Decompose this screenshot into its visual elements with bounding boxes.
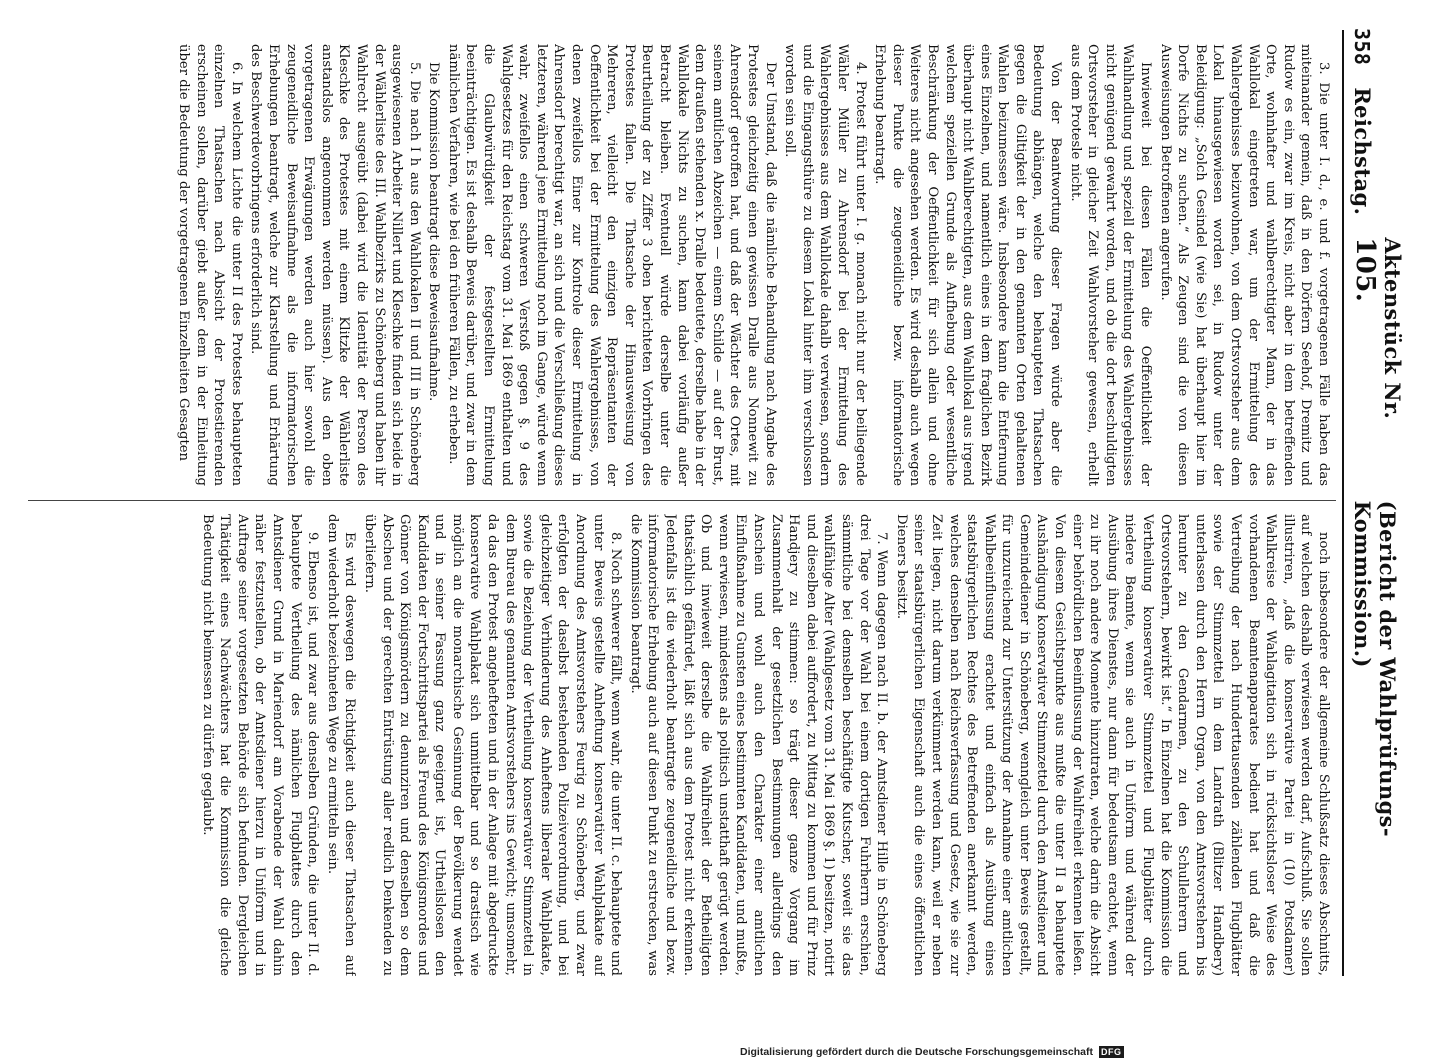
paragraph: 6. In welchem Lichte die unter II des Protestes behaupteten einzelnen Thatsachen nach Absicht der Protestierenden erscheinen sollen, darüber giebt außer dem in der Einleitung über die Bedeutung der vorgetragenen Einzelheiten Gesagten <box>176 44 244 486</box>
publication-name: Reichstag. <box>1350 87 1375 216</box>
header-rule <box>1342 30 1344 976</box>
paragraph: 8. Noch schwerer fällt, wenn wahr, die unter II. c. behauptete und unter Beweis gestellte Anheftung konservativer Wahlplakate auf Anordnung des Amtsvorstehers Feurig zu Schöneberg, und zwar erfolgten der daselbst bestehenden Polizeiverordnung, und bei gleichzeitiger Verhinderung des Anheftens liberaler Wahlplakate, sowie die Beziehung der Vertheilung konservativer Stimmzettel in dem Bureau des genannten Amtsvorstehers ins Gewicht; umsomehr, da das den Protest angehefteten und in der Anlage mit abgedruckte konservative Wahlplakat sich unmittelbar und so drastisch wie möglich an die monarchische Gesinnung der Bevölkerung wendet und in seiner Fassung ganz geeignet ist, Urtheilslosen den Kandidaten der Fortschrittspartei als Freund des Königsmordes und Gönner von Königsmördern zu denunziren und denselben so dem Abscheu und der gerechten Entrüstung aller redlich Denkenden zu überliefern. <box>361 514 624 976</box>
dfg-logo: DFG <box>1101 1047 1122 1057</box>
left-column <box>30 44 1332 486</box>
paragraph: noch insbesondere der allgemeine Schlußsatz dieses Abschnitts, auf welchen deshalb verwiesen werden darf, Aufschluß. Sie sollen illustriren, „daß die konservative Partei in (10) Potsdamer) Wahlkreise der Wahlagitation sich in rücksichtsloser Weise des vorhandenen Beamtenapparates bedient hat und daß die Vertreibung der nach Hunderttausenden zählenden Flugblätter sowie der Stimmzettel in dem Landrath (Blitzer Handbery) unterlassen durch den Herrn Organ, von den Amtsvorstehern bis herunter zu den Gendarmen, zu den Schullehrern und Ortsvorstehern, bewirkt ist.“ In Einzelnen hat die Kommission die Vertheilung konservativer Stimmzettel und Flugblätter durch niedere Beamte, wenn sie auch in Uniform und während der Ausübung ihres Dienstes, nur dann für bedeutsam erachtet, wenn zu ihr noch andere Momente hinzutraten, welche darin die Absicht einer behördlichen Beeinflussung der Wahlfreiheit erkennen ließen. Von diesem Gesichtspunkte aus mußte die unter II a behauptete Aushändigung konservativer Stimmzettel durch den Amtsdiener und Gemeindediener in Schöneberg, wenngleich unter Beweis gestellt, für unzureichend zur Unterstützung der Annahme einer amtlichen Wahlbeeinflussung erachtet und einfach als Ausübung eines staatsbürgerlichen Rechtes des Betreffenden anerkannt werden, welches denselben nach Reichsverfassung und Gesetz, wie sie zur Zeit liegen, nicht darum verkümmert werden kann, weil er neben seiner staatsbürgerlichen Eigenschaft auch die eines öffentlichen Dieners besitzt. <box>893 514 1331 976</box>
paragraph: 5. Die nach I h aus den Wahllokalen II und III in Schöneberg ausgewiesenen Arbeiter Nillert und Kleschke finden sich beide in der Wählerliste des III. Wahlbezirks zu Schöneberg und haben ihr Wahlrecht ausgeübt (dabei wird die Identität der Person des Kleschke des Protestes mit einem Klitzke der Wählerliste anstandslos angenommen werden müssen). Aus den oben vorgetragenen Erwägungen werden auch hier sowohl die zeugeneidliche Beweisaufnahme als die informatorischen Erhebungen beantragt, welche zur Klarstellung und Erhärtung des Beschwerdevorbringens erforderlich sind. <box>248 44 422 486</box>
paragraph: Der Umstand, daß die nämliche Behandlung nach Angabe des Protestes gleichzeitig einen gewissen Dralle aus Nonnewit zu Ahrensdorf getroffen hat, und daß der Wächter des Ortes, mit seinem amtlichen Abzeichen — einem Schilde — auf der Brust, dem draußen stehenden x. Dralle bedeutete, derselbe habe in der Wahllokale Nichts zu suchen, kann dabei vorläufig außer Betracht bleiben. Eventuell würde derselbe unter die Beurtheilung der zu Ziffer 3 oben berichteten Vorbringen des Protestes fallen. Die Thatsache der Hinausweisung von Mehreren, vielleicht den einzigen Repräsentanten der Oeffentlichkeit bei der Ermittelung des Wahlergebnisses, von denen zweifellos Einer zur Kontrole dieser Ermittelung in Ahrensdorf berechtigt war, an sich und die Verschließung dieses letzteren, während jene Ermittelung noch im Gange, würde wenn wahr, zweifellos einen schweren Verstoß gegen §. 9 des Wahlgesetzes für den Reichstag vom 31. Mai 1869 enthalten und die Glaubwürdigkeit der festgestellten Ermittelung beeinträchtigen. Es ist deshalb Beweis darüber, und zwar in dem nämlichen Verfahren, wie bei den früheren Fällen, zu erheben. <box>445 44 778 486</box>
paragraph: 4. Protest führt unter I. g. monach nicht nur der beiliegende Wähler Müller zu Ahrensdorf bei der Ermittelung des Wahlergebnisses aus dem Wahllokale dahalb verwiesen, sondern und die Eingangsthüre zu diesem Lokal hinter ihm verschlossen worden sein soll. <box>782 44 868 486</box>
paragraph: Von der Beantwortung dieser Fragen würde aber die Bedeutung abhängen, welche den behaupteten Thatsachen gegen die Giltigkeit der in den genannten Orten gehaltenen Wahlen beizumessen wäre. Insbesondere kann die Entfernung eines Einzelnen, und namentlich eines in dem fraglichen Bezirk überhaupt nicht Wahlberechtigten, aus dem Wahllokal aus irgend welchem speziellen Grunde als Aufhebung oder wesentliche Beschränkung der Oeffentlichkeit für sich allein und ohne Weiteres nicht angesehen werden. Es wird deshalb auch wegen dieser Punkte die zeugeneidliche bezw. informatorische Erhebung beantragt. <box>872 44 1064 486</box>
paragraph: Die Kommission beantragt diese Beweisaufnahme. <box>426 62 442 402</box>
right-column <box>30 514 1332 976</box>
page-number: 358 <box>1350 28 1374 66</box>
paragraph: Es wird deswegen die Richtigkeit auch dieser Thatsachen auf dem wiederholt bezeichneten Wege zu ermitteln sein. <box>324 514 358 976</box>
paragraph: Inwieweit bei diesen Fällen die Oeffentlichkeit der Wahlhandlung und speziell der Ermittelung des Wahlergebnisses nicht genügend gewahrt worden, und ob die dort beschuldigten Ortsvorsteher in gleicher Zeit Wahlvorsteher gewesen, erhellt aus dem Protesle nicht. <box>1067 44 1154 486</box>
digitization-stamp <box>442 1046 1422 1058</box>
paragraph: 3. Die unter I. d., e. und f. vorgetragenen Fälle haben das miteinander gemein, daß in den Dörfern Seehof, Dremitz und Rudow es ein, zwar im Kreis, nicht aber in dem betreffenden Orte, wohnhafter und wahlberechtigter Mann, der in das Wahllokal eingetreten war, um der Ermittelung des Wahlergebnisses beizuwohnen, von dem Ortsvorsteher aus dem Lokal hinausgewiesen worden sei, in Rudow unter der Beleidigung: „Solch Gesindel (wie Sie) hat überhaupt hier im Dorfe Nichts zu suchen.“ Als Zeugen sind die von diesen Ausweisungen Betroffenen angerufen. <box>1157 44 1331 486</box>
paragraph: 9. Ebenso ist, und zwar aus denselben Gründen, die unter II. d. behauptete Vertheilung des nämlichen Flugblattes durch den Amtsdiener Grund in Mariendorf am Vorabende der Wahl dahin näher festzustellen, ob der Amtsdiener hierzu in Uniform und in Auftrage seiner vorgesetzten Behörde sich befunden. Dergleichen Thätigkeit eines Nachwächters hat die Kommission die gleiche Bedeutung nicht beimessen zu dürfen geglaubt. <box>199 514 321 976</box>
document-label: Aktenstück Nr. <box>1380 237 1405 420</box>
page-header <box>1350 28 1405 978</box>
document-number: 105. <box>1350 237 1380 303</box>
stamp-text: Digitalisierung gefördert durch die Deutsche Forschungsgemeinschaft <box>740 1046 1094 1058</box>
paragraph: 7. Wenn dagegen nach II. b. der Amtsdiener Hille in Schöneberg drei Tage vor der Wahl bei einem dortigen Fuhrherrn erschien, sämmtliche bei demselben beschäftigte Kutscher, soweit sie das wahlfähige Alter (Wahlgesetz vom 31. Mai 1869 §. 1) besitzen, notirt und dieselben dabei auffordert, zu Mittag zu kommen und für Prinz Handjery zu stimmen: so trägt dieser ganze Vorgang im Zusammenhalt der gesetzlichen Bestimmungen allerdings den Anschein und wohl auch den Charakter einer amtlichen Einflußnahme zu Gunsten eines bestimmten Kandidaten, und mußte, wenn erwiesen, mindestens als politisch unstatthaft gerügt werden. Ob und inwieweit derselbe die Wahlfreiheit der Betheiligten thatsächlich gefährdet, läßt sich aus dem Protest nicht erkennen. Jedenfalls ist die wiederholt beantragte zeugeneidliche und bezw. informatorische Erhebung auch auf diesen Punkt zu erstrecken, was die Kommission beantragt. <box>627 514 890 976</box>
section-title: (Bericht der Wahlprüfungs-Kommission.) <box>1350 500 1400 838</box>
column-divider <box>28 500 1336 501</box>
